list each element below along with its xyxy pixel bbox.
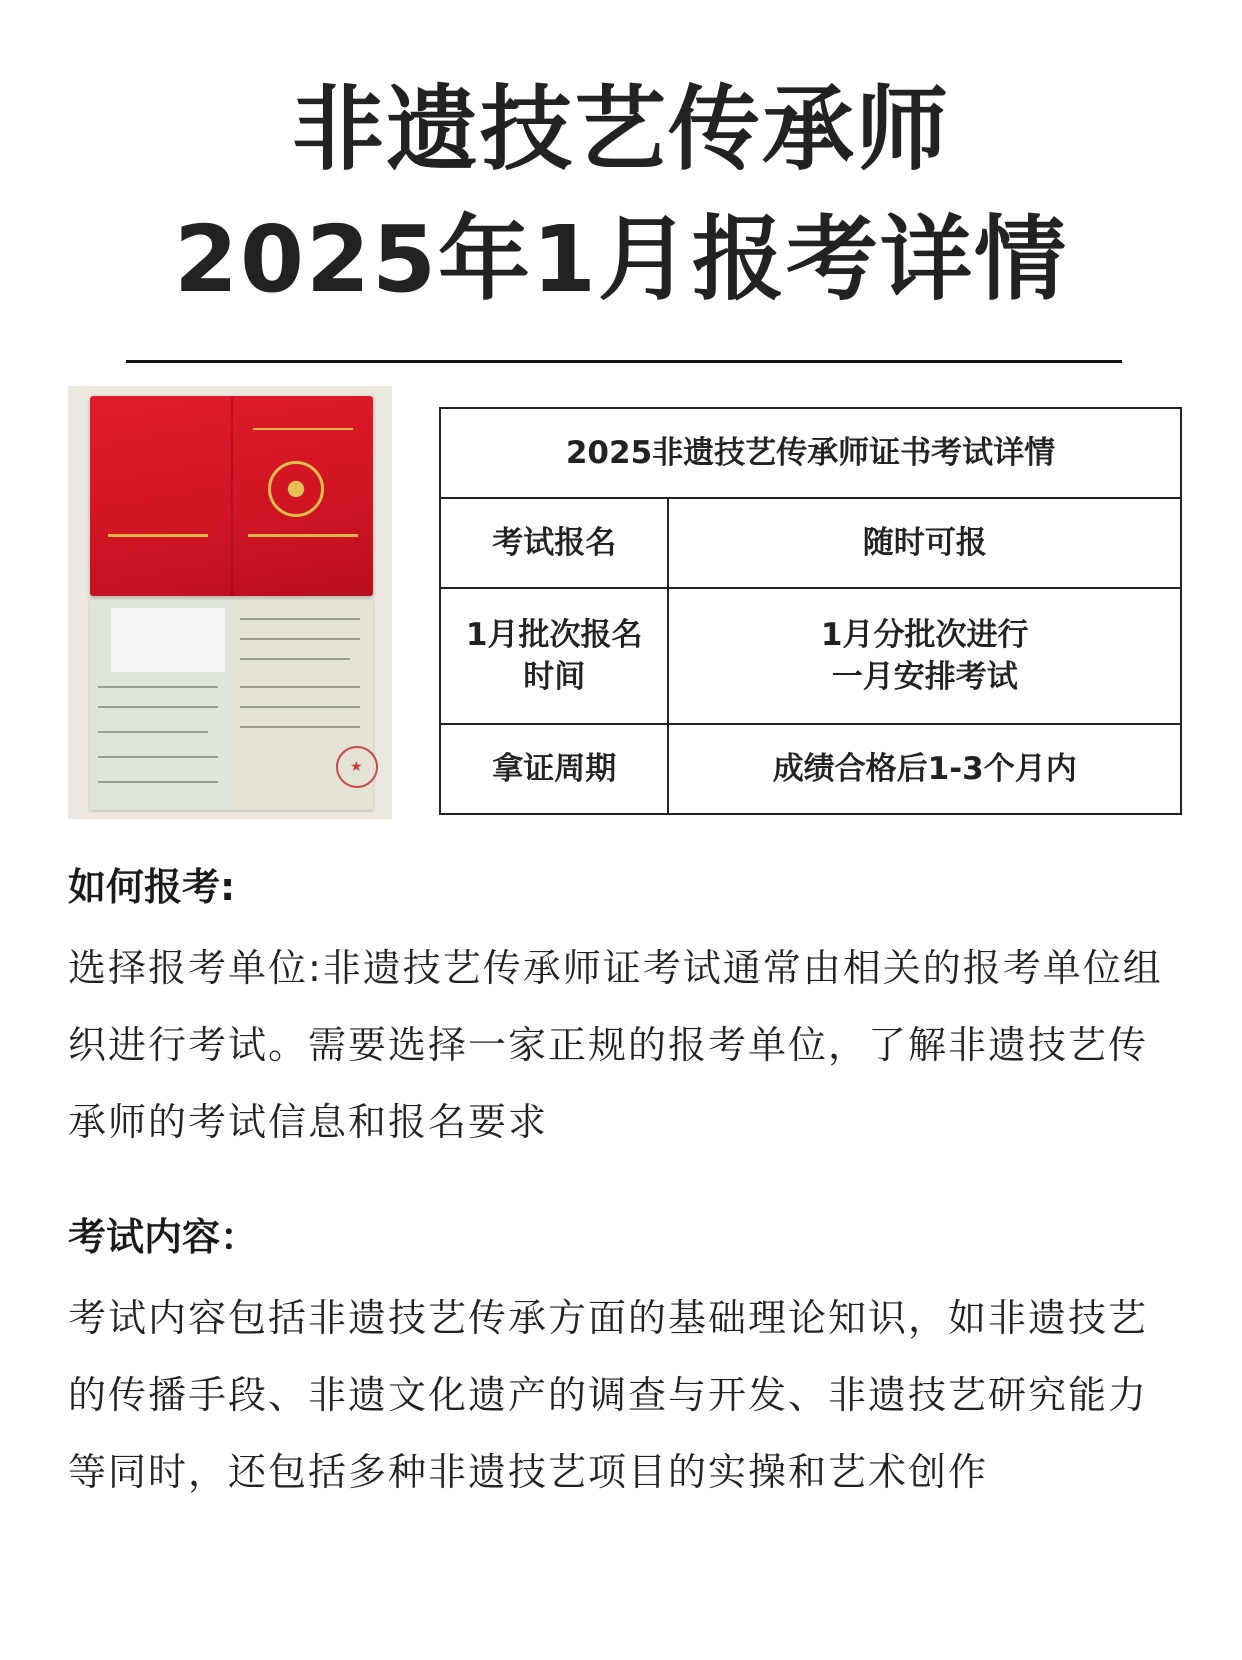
cert-text-line <box>98 756 218 758</box>
row-value: 1月分批次进行 一月安排考试 <box>668 588 1181 724</box>
how-to-apply-heading: 如何报考: <box>68 865 236 909</box>
cover-gold-text <box>248 534 358 537</box>
cert-text-line <box>98 686 218 688</box>
how-to-apply-body: 选择报考单位:非遗技艺传承师证考试通常由相关的报考单位组织进行考试。需要选择一家正规的报考单位，了解非遗技艺传承师的考试信息和报名要求 <box>68 946 1163 1144</box>
row-label: 1月批次报名 时间 <box>440 588 668 724</box>
page-title-line1: 非遗技艺传承师 <box>291 76 950 183</box>
table-row <box>440 724 1181 814</box>
table-header-row <box>440 408 1181 498</box>
exam-content-heading: 考试内容： <box>68 1215 259 1259</box>
cert-text-line <box>240 658 350 660</box>
table-row <box>440 588 1181 724</box>
title-divider <box>126 360 1122 363</box>
stamp-star-icon: ★ <box>350 759 363 775</box>
cert-text-line <box>240 726 360 728</box>
exam-info-table <box>439 407 1182 815</box>
certificate-spine <box>231 396 233 596</box>
table-row <box>440 498 1181 588</box>
cover-gold-text <box>108 534 208 537</box>
cert-text-line <box>240 618 360 620</box>
table-header: 2025非遗技艺传承师证书考试详情 <box>440 408 1181 498</box>
certificate-photo <box>68 386 392 819</box>
cert-text-line <box>240 638 360 640</box>
certificate-photo-placeholder <box>111 608 225 672</box>
cert-text-line <box>98 781 218 783</box>
cert-text-line <box>98 731 208 733</box>
row-label: 考试报名 <box>440 498 668 588</box>
row-value: 成绩合格后1-3个月内 <box>668 724 1181 814</box>
page-title-line2: 2025年1月报考详情 <box>173 206 1069 313</box>
cover-title-mark <box>253 416 353 430</box>
cert-text-line <box>240 686 360 688</box>
row-value: 随时可报 <box>668 498 1181 588</box>
certificate-emblem-icon <box>268 461 324 517</box>
row-label: 拿证周期 <box>440 724 668 814</box>
cert-text-line <box>240 706 360 708</box>
cert-text-line <box>98 706 218 708</box>
exam-content-body: 考试内容包括非遗技艺传承方面的基础理论知识，如非遗技艺的传播手段、非遗文化遗产的调查与开发、非遗技艺研究能力等同时，还包括多种非遗技艺项目的实操和艺术创作 <box>68 1296 1149 1494</box>
